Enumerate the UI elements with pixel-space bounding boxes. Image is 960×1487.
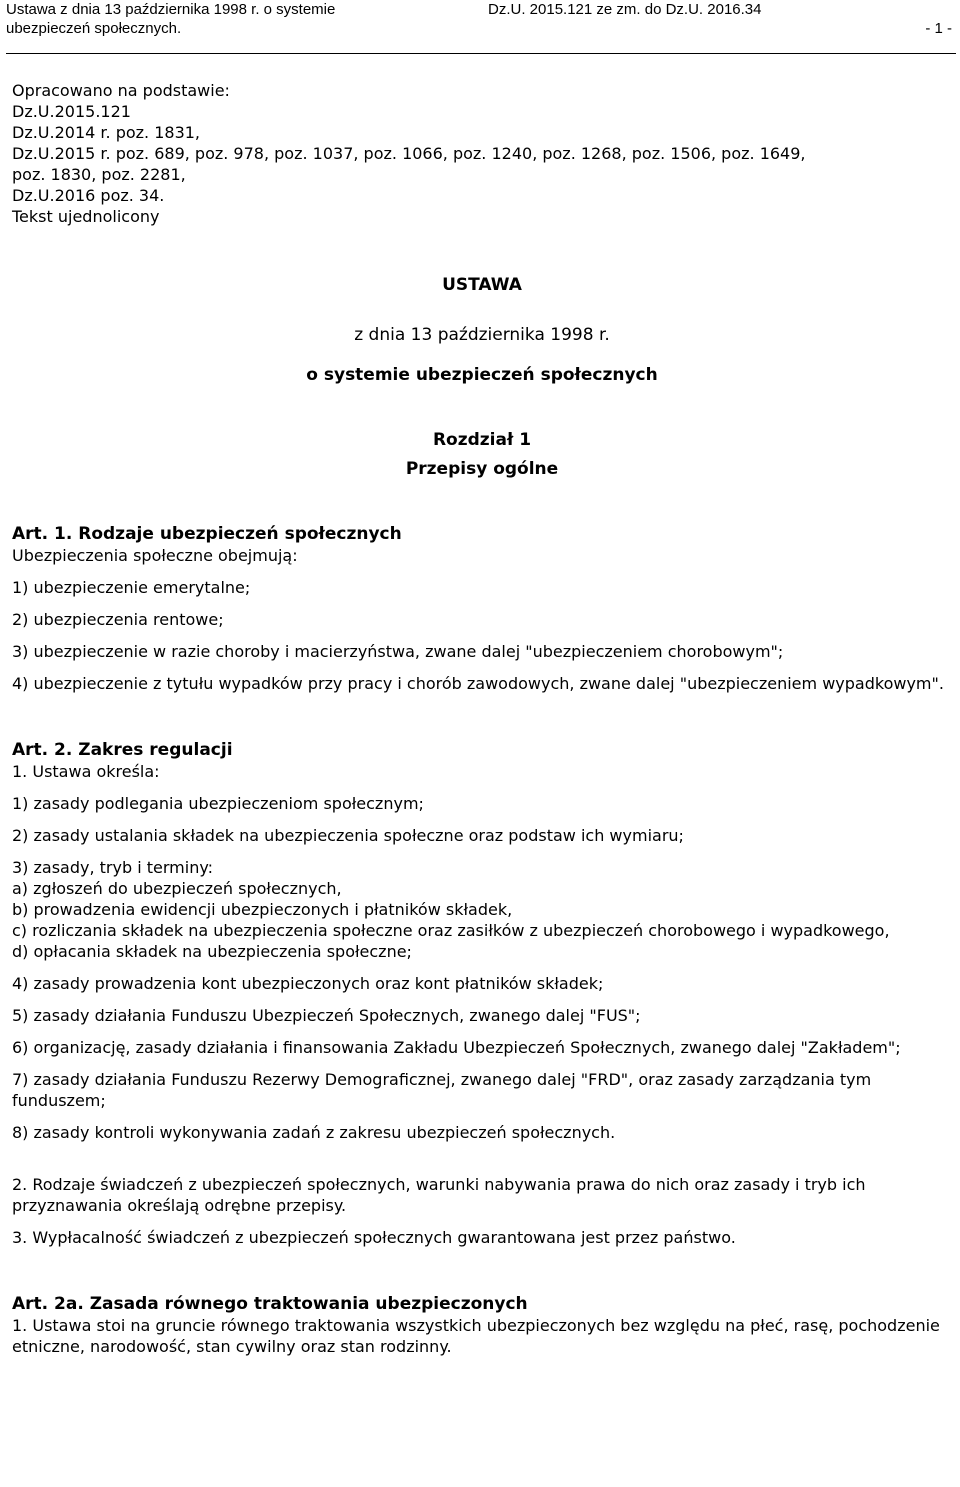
article-2a — [12, 1294, 952, 1357]
source-line: Dz.U.2015.121 — [12, 102, 131, 121]
header-page-number: - 1 - — [925, 20, 952, 37]
article-2a-heading: Art. 2a. Zasada równego traktowania ubezpieczonych — [12, 1294, 528, 1314]
source-line: Dz.U.2015 r. poz. 689, poz. 978, poz. 1037, poz. 1066, poz. 1240, poz. 1268, poz. 1506, poz. 1649, — [12, 144, 806, 163]
page-header — [0, 0, 960, 56]
article-1-item: 3) ubezpieczenie w razie choroby i macierzyństwa, zwane dalej "ubezpieczeniem chorobowym"; — [12, 642, 784, 661]
article-2-item: 7) zasady działania Funduszu Rezerwy Demograficznej, zwanego dalej "FRD", oraz zasady zarządzania tym funduszem; — [12, 1070, 872, 1110]
article-1 — [12, 524, 952, 694]
article-2-item-3-line: b) prowadzenia ewidencji ubezpieczonych i płatników składek, — [12, 900, 513, 919]
header-act-title: Ustawa z dnia 13 października 1998 r. o systemie ubezpieczeń społecznych. — [6, 1, 336, 37]
article-1-heading: Art. 1. Rodzaje ubezpieczeń społecznych — [12, 524, 402, 544]
source-line: poz. 1830, poz. 2281, — [12, 165, 186, 184]
act-type-heading: USTAWA — [442, 275, 522, 295]
article-2-item: 2) zasady ustalania składek na ubezpieczenia społeczne oraz podstaw ich wymiaru; — [12, 826, 684, 845]
document-body — [12, 80, 952, 1357]
article-1-item: 1) ubezpieczenie emerytalne; — [12, 578, 251, 597]
source-line: Dz.U.2016 poz. 34. — [12, 186, 165, 205]
source-block — [12, 80, 952, 227]
article-1-item: 4) ubezpieczenie z tytułu wypadków przy pracy i chorób zawodowych, zwane dalej "ubezpieczeniem wypadkowym". — [12, 674, 944, 693]
article-2-item: 4) zasady prowadzenia kont ubezpieczonych oraz kont płatników składek; — [12, 974, 604, 993]
article-2-paragraph-2: 2. Rodzaje świadczeń z ubezpieczeń społecznych, warunki nabywania prawa do nich oraz zasady i tryb ich przyznawania określają odrębne przepisy. — [12, 1175, 866, 1215]
article-2-item-3-line: c) rozliczania składek na ubezpieczenia społeczne oraz zasiłków z ubezpieczeń chorobowego i wypadkowego, — [12, 921, 890, 940]
article-1-intro: Ubezpieczenia społeczne obejmują: — [12, 546, 298, 565]
article-2 — [12, 740, 952, 1248]
chapter-number: Rozdział 1 — [432, 430, 532, 450]
article-1-item: 2) ubezpieczenia rentowe; — [12, 610, 224, 629]
article-2-item: 8) zasady kontroli wykonywania zadań z zakresu ubezpieczeń społecznych. — [12, 1123, 616, 1142]
article-2-intro: 1. Ustawa określa: — [12, 762, 160, 781]
chapter-name: Przepisy ogólne — [405, 459, 559, 479]
act-date: z dnia 13 października 1998 r. — [354, 325, 610, 345]
article-2a-paragraph-1: 1. Ustawa stoi na gruncie równego traktowania wszystkich ubezpieczonych bez względu na płeć, rasę, pochodzenie etniczne, narodowość, stan cywilny oraz stan rodzinny. — [12, 1316, 940, 1356]
article-2-item-3-line: 3) zasady, tryb i terminy: — [12, 858, 214, 877]
article-2-item: 1) zasady podlegania ubezpieczeniom społecznym; — [12, 794, 424, 813]
article-2-heading: Art. 2. Zakres regulacji — [12, 740, 233, 760]
source-line: Tekst ujednolicony — [12, 207, 160, 226]
header-rule — [6, 53, 956, 54]
article-2-paragraph-3: 3. Wypłacalność świadczeń z ubezpieczeń społecznych gwarantowana jest przez państwo. — [12, 1228, 736, 1247]
source-line: Opracowano na podstawie: — [12, 81, 230, 100]
article-2-item-3-line: d) opłacania składek na ubezpieczenia społeczne; — [12, 942, 412, 961]
article-2-item-3-line: a) zgłoszeń do ubezpieczeń społecznych, — [12, 879, 342, 898]
article-2-item-3 — [12, 857, 952, 962]
act-subject: o systemie ubezpieczeń społecznych — [306, 365, 658, 385]
source-line: Dz.U.2014 r. poz. 1831, — [12, 123, 201, 142]
article-2-item: 5) zasady działania Funduszu Ubezpieczeń Społecznych, zwanego dalej "FUS"; — [12, 1006, 641, 1025]
article-2-item: 6) organizację, zasady działania i finansowania Zakładu Ubezpieczeń Społecznych, zwanego dalej "Zakładem"; — [12, 1038, 901, 1057]
header-journal-ref: Dz.U. 2015.121 ze zm. do Dz.U. 2016.34 — [488, 1, 762, 18]
